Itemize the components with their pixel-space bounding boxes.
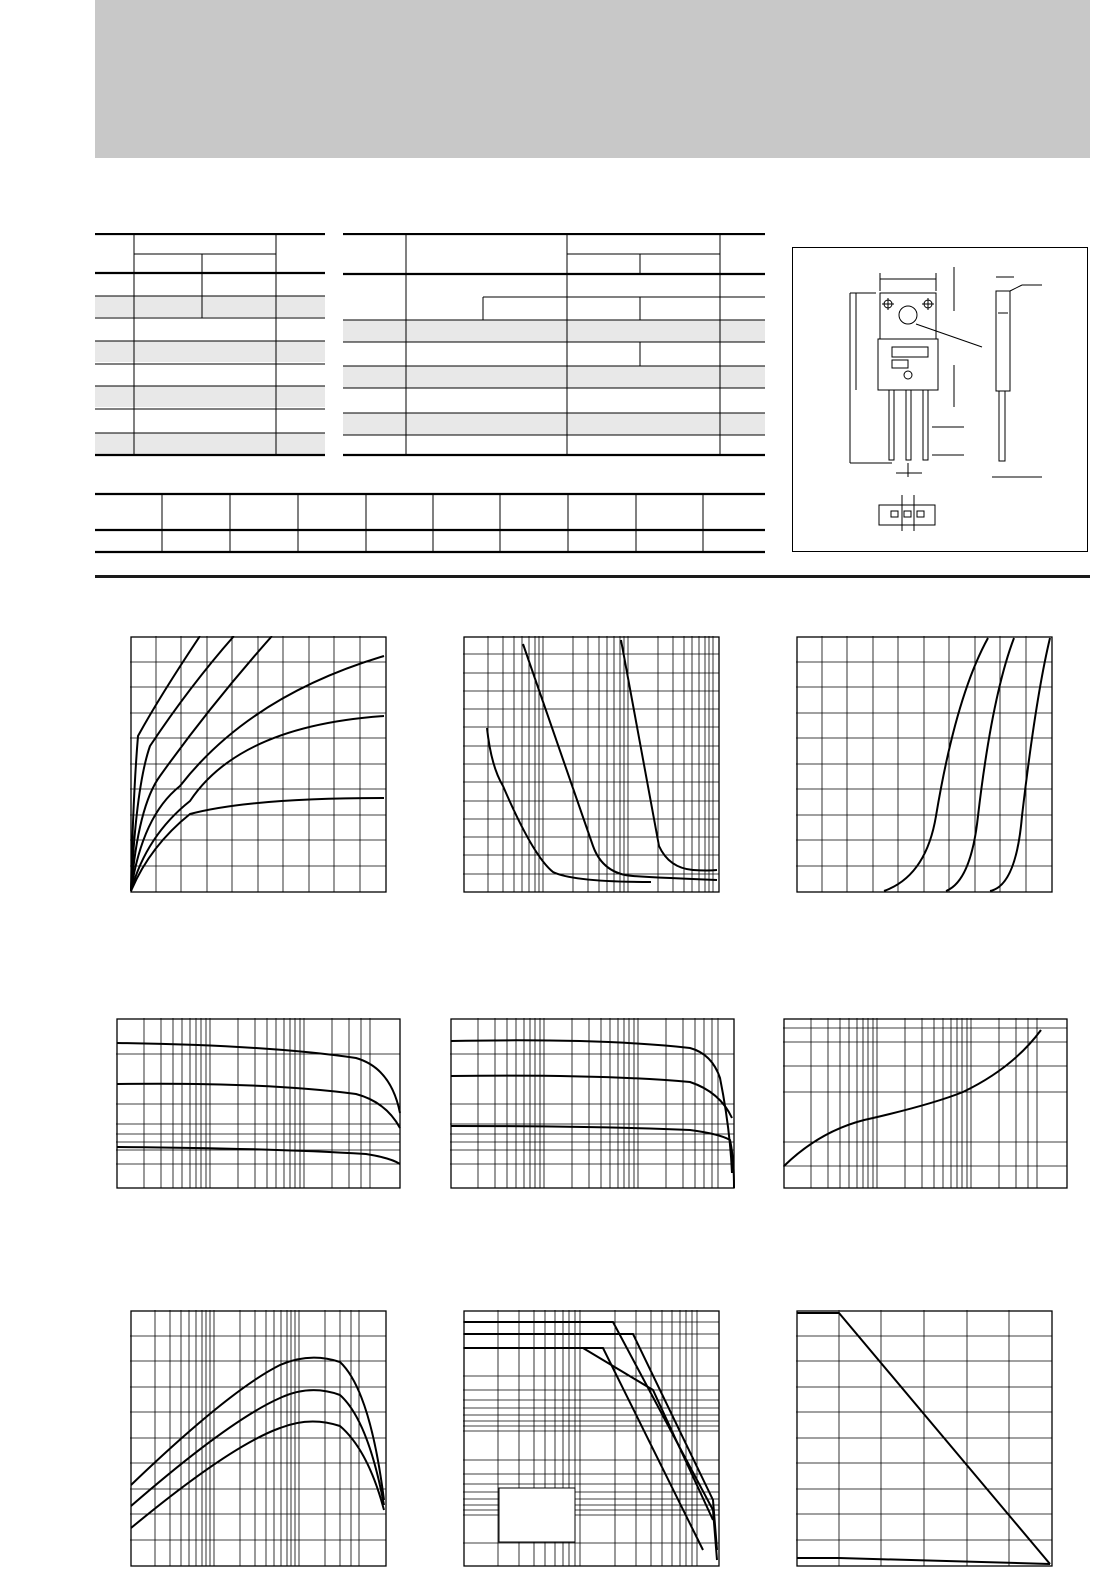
chart-6	[783, 1018, 1069, 1190]
electrical-characteristics-table	[343, 233, 767, 459]
chart-5	[450, 1018, 736, 1190]
chart-2	[463, 636, 721, 894]
chart-1-curve-1	[131, 636, 200, 891]
chart-1-curves	[131, 636, 384, 891]
chart-1-curve-6	[131, 798, 384, 891]
chart-4-curves	[117, 1043, 400, 1164]
chart-2-curve-3	[621, 640, 717, 871]
chart-9-curves	[797, 1313, 1050, 1564]
chart-6-curves	[784, 1030, 1041, 1166]
chart-9	[796, 1310, 1054, 1568]
chart-9-grid	[796, 1310, 1052, 1566]
chart-4-curve-1	[117, 1043, 400, 1113]
chart-4-curve-3	[117, 1147, 400, 1164]
chart-5-curve-1	[451, 1040, 732, 1173]
header-band	[95, 0, 1090, 158]
chart-5-grid	[450, 1018, 734, 1188]
hfe-classification-table	[95, 492, 767, 556]
chart-7-curve-1	[131, 1358, 384, 1500]
chart-4	[116, 1018, 402, 1190]
chart-1-curve-4	[131, 656, 384, 891]
chart-4-curve-2	[117, 1084, 400, 1128]
package-outline-drawing	[792, 247, 1088, 552]
chart-3-curve-2	[946, 638, 1014, 891]
chart-8-legend-box	[499, 1488, 575, 1542]
chart-5-curve-3	[451, 1126, 734, 1188]
section-divider	[95, 575, 1090, 578]
chart-3	[796, 636, 1054, 894]
chart-7	[130, 1310, 388, 1568]
chart-6-curve-1	[784, 1030, 1041, 1166]
chart-5-curve-2	[451, 1076, 732, 1118]
chart-8	[463, 1310, 721, 1568]
chart-2-curve-1	[487, 728, 651, 882]
chart-7-curves	[131, 1358, 384, 1528]
chart-9-curve-2	[797, 1558, 1050, 1564]
absolute-max-ratings-table	[95, 233, 327, 459]
chart-1	[130, 636, 388, 894]
chart-9-curve-1	[797, 1313, 1050, 1564]
chart-3-curves	[884, 638, 1050, 891]
chart-6-grid	[783, 1018, 1067, 1188]
chart-2-curves	[487, 640, 717, 882]
chart-3-curve-3	[990, 638, 1050, 891]
chart-2-grid	[463, 636, 719, 892]
chart-5-curves	[451, 1040, 734, 1188]
